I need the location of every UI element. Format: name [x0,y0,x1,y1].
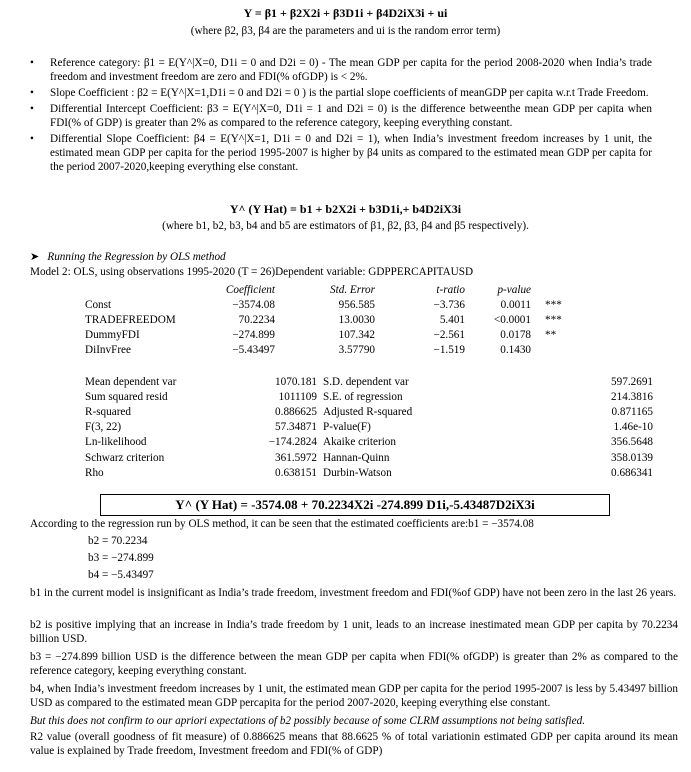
header-cell [537,282,575,297]
estimate-b4: b4 = −5.43497 [88,569,154,581]
significance-stars: *** [545,298,562,311]
significance-stars [537,343,575,358]
stat-value: 57.34871 [275,421,317,434]
coefficient: −3574.08 [232,298,275,311]
stats-row [85,374,653,389]
stat-value: 0.638151 [275,466,317,479]
stat-label: Schwarz criterion [85,451,165,464]
estimates-intro: According to the regression run by OLS method, it can be seen that the estimated coefficients are:b1 = −3574.08 [30,518,534,530]
header-cell: Coefficient [225,283,275,296]
ols-heading-text: Running the Regression by OLS method [47,251,226,263]
stats-row [85,450,653,465]
equation-hat: Y^ (Y Hat) = b1 + b2X2i + b3D1i,+ b4D2iX3i [229,202,462,216]
stat-label: Durbin-Watson [323,466,392,479]
stat-label: Ln-likelihood [85,436,147,449]
t-ratio: −1.519 [433,344,465,357]
bullet-reference-category: • Reference category: β1 = E(Y^|X=0, D1i = 0 and D2i = 0) - The mean GDP per capita for the period 2008-2020 when India’s trade freedom and investment freedom are zero and FDI(% ofGDP) is < 2%. [30,56,652,84]
equation-hat-note: (where b1, b2, b3, b4 and b5 are estimators of β1, β2, β3, β4 and β5 respectively). [162,220,529,232]
variable-name: Const [85,298,112,311]
r-squared-note: R2 value (overall goodness of fit measure) of 0.886625 means that 88.6625 % of total variationin estimated GDP per capita around its mean value is explained by Trade freedom, Investment freedom and FDI(% of GDP) [30,731,678,757]
significance-stars: ** [545,329,557,342]
header-cell: Std. Error [330,283,375,296]
regression-row [85,328,575,343]
stat-value: 1011109 [278,390,317,403]
arrow-bullet-icon: ➤ [30,251,40,263]
regression-row [85,343,575,358]
significance-stars: *** [545,313,562,326]
stat-label: P-value(F) [323,421,371,434]
stat-label: Mean dependent var [85,375,177,388]
stats-row [85,404,653,419]
stat-value: 1.46e-10 [613,421,653,434]
stat-label: Hannan-Quinn [323,451,390,464]
coefficient: −5.43497 [232,344,275,357]
equation-top-note: (where β2, β3, β4 are the parameters and ui is the random error term) [190,25,501,37]
stat-label: Rho [85,466,104,479]
variable-name: DiInvFree [85,344,131,357]
stat-label: Adjusted R-squared [323,405,413,418]
stats-row [85,389,653,404]
stat-value: 361.5972 [275,451,317,464]
apriori-note: But this does not confirm to our apriori expectations of b2 possibly because of some CLRM assumptions not being satisfied. [30,715,585,727]
coefficient: 70.2234 [238,313,275,326]
bullet-differential-slope: • Differential Slope Coefficient: β4 = E(Y^|X=1, D1i = 0 and D2i = 1), when India’s investment freedom increases by 1 unit, the estimated mean GDP per capita for the period 1995-2007 is higher by β4 units as compared to the estimated mean GDP per capita for the period 2007-2020,keeping everything else constant. [30,132,652,174]
p-value: 0.0011 [500,298,531,311]
stat-value: 0.886625 [275,405,317,418]
header-cell: p-value [497,283,531,296]
estimate-b2: b2 = 70.2234 [88,535,148,547]
p-value: 0.1430 [500,344,531,357]
ols-heading [30,250,226,264]
header-cell [85,282,185,297]
t-ratio: −3.736 [433,298,465,311]
t-ratio: 5.401 [439,313,465,326]
stat-value: 0.871165 [611,405,653,418]
boxed-fitted-equation: Y^ (Y Hat) = -3574.08 + 70.2234X2i -274.899 D1i,-5.43487D2iX3i [100,494,610,516]
p-value: <0.0001 [493,313,531,326]
stats-row [85,465,653,480]
stat-value: 356.5648 [611,436,653,449]
std-error: 956.585 [338,298,375,311]
std-error: 107.342 [338,329,375,342]
variable-name: TRADEFREEDOM [85,313,176,326]
interpretation-b3: b3 = −274.899 billion USD is the difference between the mean GDP per capita when FDI(% ofGDP) is greater than 2% as compared to the reference category, keeping everything constant. [30,651,678,677]
stat-value: 0.686341 [611,466,653,479]
stat-value: 214.3816 [611,390,653,403]
regression-row [85,297,575,312]
bullet-slope-coefficient: • Slope Coefficient : β2 = E(Y^|X=1,D1i = 0 and D2i = 0 ) is the partial slope coefficients of meanGDP per capita w.r.t Trade Freedom. [30,86,652,100]
variable-name: DummyFDI [85,329,140,342]
p-value: 0.0178 [500,329,531,342]
summary-stats-table [85,374,653,480]
interpretation-b2: b2 is positive implying that an increase in India’s trade freedom by 1 unit, leads to an increase inestimated mean GDP per capita by 70.2234 billion USD. [30,619,678,645]
stats-row [85,435,653,450]
definitions-list [30,56,652,176]
equation-top: Y = β1 + β2X2i + β3D1i + β4D2iX3i + ui [243,6,448,20]
stat-label: Akaike criterion [323,436,396,449]
coefficient: −274.899 [232,329,275,342]
stat-value: 1070.181 [275,375,317,388]
std-error: 3.57790 [338,344,375,357]
stat-label: R-squared [85,405,131,418]
stat-value: 597.2691 [611,375,653,388]
bullet-differential-intercept: • Differential Intercept Coefficient: β3 = E(Y^|X=0, D1i = 1 and D2i = 0) is the difference betweenthe mean GDP per capita when FDI(% of GDP) is greater than 2% as compared to the reference category, keeping everything constant. [30,102,652,130]
stat-value: 358.0139 [611,451,653,464]
stat-label: S.E. of regression [323,390,403,403]
stat-label: S.D. dependent var [323,375,409,388]
regression-row [85,312,575,327]
std-error: 13.0030 [338,313,375,326]
estimate-b3: b3 = −274.899 [88,552,154,564]
interpretation-b1: b1 in the current model is insignificant as India’s trade freedom, investment freedom and FDI(%of GDP) have not been zero in the last 26 years. [30,587,677,599]
stat-label: Sum squared resid [85,390,168,403]
stat-label: F(3, 22) [85,421,122,434]
t-ratio: −2.561 [433,329,465,342]
regression-table [85,282,575,358]
interpretation-b4: b4, when India’s investment freedom increases by 1 unit, the estimated mean GDP per capita for the period 1995-2007 is less by 5.43497 billion USD as compared to the estimated mean GDP percapita for the period 2007-2020, keeping everything else constant. [30,683,678,709]
model-line: Model 2: OLS, using observations 1995-2020 (T = 26)Dependent variable: GDPPERCAPITAUSD [30,266,474,278]
stat-value: −174.2824 [268,436,317,449]
stats-row [85,420,653,435]
regression-header-row [85,282,575,297]
header-cell: t-ratio [436,283,465,296]
